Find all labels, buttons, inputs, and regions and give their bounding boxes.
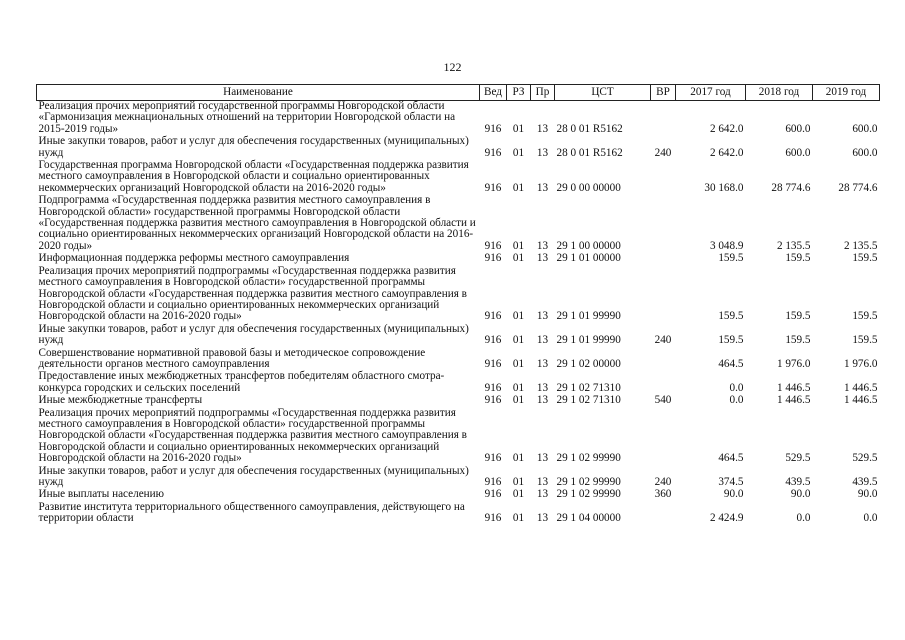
row-vr xyxy=(651,502,676,526)
row-vr xyxy=(651,195,676,253)
row-2017: 464.5 xyxy=(718,452,744,465)
row-name: Иные закупки товаров, работ и услуг для обеспечения государственных (муниципальных) нужд xyxy=(38,135,469,159)
row-2018: 1 976.0 xyxy=(776,357,811,370)
row-ved: 916 xyxy=(484,512,502,525)
table-row xyxy=(37,195,880,253)
row-2019: 90.0 xyxy=(857,488,878,501)
row-name: Государственная программа Новгородской области «Государственная поддержка развития местного самоуправления в Новгородской области и социально ориентированных некоммерческих организаций Новгородской области на 2016-2020 годы» xyxy=(38,159,469,194)
row-name: Иные межбюджетные трансферты xyxy=(38,394,203,407)
row-2018: 159.5 xyxy=(785,310,811,323)
row-rz: 01 xyxy=(512,452,525,465)
row-vr: 240 xyxy=(654,146,672,159)
row-rz: 01 xyxy=(512,310,525,323)
row-name: Информационная поддержка реформы местного самоуправления xyxy=(38,252,350,265)
row-cst: 29 1 02 00000 xyxy=(556,357,621,370)
row-name: Развитие института территориального общественного самоуправления, действующего на территории области xyxy=(38,500,465,525)
row-cst: 29 1 01 99990 xyxy=(556,334,621,347)
row-2018: 439.5 xyxy=(785,476,811,488)
row-cst: 29 1 00 00000 xyxy=(556,239,621,252)
row-cst: 29 1 02 99990 xyxy=(556,452,621,465)
row-ved: 916 xyxy=(484,252,502,265)
row-2019: 600.0 xyxy=(852,122,878,135)
row-2017: 464.5 xyxy=(718,357,744,370)
header-vr: ВР xyxy=(651,85,676,101)
row-2019: 439.5 xyxy=(852,476,878,488)
row-pr: 13 xyxy=(536,334,549,347)
row-rz: 01 xyxy=(512,476,525,488)
row-vr: 240 xyxy=(654,476,672,488)
row-2019: 159.5 xyxy=(852,252,878,265)
row-2018: 28 774.6 xyxy=(771,181,811,194)
row-2019: 1 976.0 xyxy=(843,357,878,370)
row-2018: 2 135.5 xyxy=(776,239,811,252)
row-vr xyxy=(651,408,676,466)
row-cst: 29 1 02 99990 xyxy=(556,488,621,501)
row-name: Иные закупки товаров, работ и услуг для обеспечения государственных (муниципальных) нужд xyxy=(38,464,469,488)
row-name: Иные выплаты населению xyxy=(38,488,164,501)
row-vr xyxy=(651,348,676,372)
row-rz: 01 xyxy=(512,239,525,252)
row-pr: 13 xyxy=(536,452,549,465)
row-name: Предоставление иных межбюджетных трансфертов победителям областного смотра-конкурса городских и сельских поселений xyxy=(38,370,445,394)
row-ved: 916 xyxy=(484,181,502,194)
table-row xyxy=(37,101,880,137)
row-2018: 0.0 xyxy=(796,512,811,525)
row-2017: 159.5 xyxy=(718,334,744,347)
row-rz: 01 xyxy=(512,394,525,407)
row-2018: 159.5 xyxy=(785,334,811,347)
row-rz: 01 xyxy=(512,146,525,159)
table-row xyxy=(37,160,880,195)
header-rz: РЗ xyxy=(507,85,531,101)
table-row xyxy=(37,371,880,395)
row-pr: 13 xyxy=(536,181,549,194)
row-ved: 916 xyxy=(484,239,502,252)
header-2017: 2017 год xyxy=(676,85,746,101)
row-pr: 13 xyxy=(536,394,549,407)
row-ved: 916 xyxy=(484,476,502,488)
row-cst: 28 0 01 R5162 xyxy=(556,122,623,135)
row-2017: 2 642.0 xyxy=(709,122,744,135)
row-cst: 28 0 01 R5162 xyxy=(556,146,623,159)
header-pr: Пр xyxy=(531,85,555,101)
row-pr: 13 xyxy=(536,239,549,252)
row-ved: 916 xyxy=(484,122,502,135)
header-2019: 2019 год xyxy=(813,85,880,101)
row-pr: 13 xyxy=(536,357,549,370)
row-name: Реализация прочих мероприятий подпрограммы «Государственная поддержка развития местного самоуправления в Новгородской области» государственной программы Новгородской области «Государственная поддержка развития местного самоуправления в Новгородской области и социально ориентированных некоммерческих организаций Новгородской области на 2016-2020 годы» xyxy=(38,264,467,323)
row-rz: 01 xyxy=(512,381,525,394)
row-vr: 360 xyxy=(654,488,672,501)
row-name: Иные закупки товаров, работ и услуг для обеспечения государственных (муниципальных) нужд xyxy=(38,322,469,347)
row-name: Совершенствование нормативной правовой базы и методическое сопровождение деятельности органов местного самоуправления xyxy=(38,346,426,370)
row-name: Подпрограмма «Государственная поддержка развития местного самоуправления в Новгородской области» государственной программы Новгородской области «Государственная поддержка развития местного самоуправления в Новгородской области и социально ориентированных некоммерческих организаций Новгородской области на 2016-2020 годы» xyxy=(38,194,476,252)
row-2017: 30 168.0 xyxy=(704,181,744,194)
row-2017: 374.5 xyxy=(718,476,744,488)
table-row xyxy=(37,395,880,407)
row-2019: 600.0 xyxy=(852,146,878,159)
row-2019: 1 446.5 xyxy=(843,381,878,394)
row-rz: 01 xyxy=(512,512,525,525)
row-ved: 916 xyxy=(484,381,502,394)
row-2018: 1 446.5 xyxy=(776,394,811,407)
row-2019: 0.0 xyxy=(863,512,878,525)
row-2017: 0.0 xyxy=(729,394,744,407)
row-rz: 01 xyxy=(512,488,525,501)
row-cst: 29 1 02 99990 xyxy=(556,476,621,488)
table-row xyxy=(37,408,880,466)
row-pr: 13 xyxy=(536,512,549,525)
row-vr xyxy=(651,371,676,395)
table-row xyxy=(37,466,880,490)
row-2017: 2 424.9 xyxy=(709,512,744,525)
row-2018: 159.5 xyxy=(785,252,811,265)
row-vr xyxy=(651,253,676,265)
row-ved: 916 xyxy=(484,394,502,407)
row-rz: 01 xyxy=(512,334,525,347)
row-vr: 240 xyxy=(654,334,672,347)
row-rz: 01 xyxy=(512,252,525,265)
row-cst: 29 0 00 00000 xyxy=(556,181,621,194)
table-row xyxy=(37,348,880,372)
row-2017: 90.0 xyxy=(723,488,744,501)
table-row xyxy=(37,253,880,265)
row-pr: 13 xyxy=(536,146,549,159)
header-name: Наименование xyxy=(37,85,480,101)
row-name: Реализация прочих мероприятий подпрограммы «Государственная поддержка развития местного самоуправления в Новгородской области» государственной программы Новгородской области «Государственная поддержка развития местного самоуправления в Новгородской области и социально ориентированных некоммерческих организаций Новгородской области на 2016-2020 годы» xyxy=(38,406,467,465)
page-number: 122 xyxy=(443,60,462,74)
header-ved: Вед xyxy=(480,85,507,101)
header-row xyxy=(37,85,880,101)
row-2019: 2 135.5 xyxy=(843,239,878,252)
row-2017: 159.5 xyxy=(718,310,744,323)
row-pr: 13 xyxy=(536,476,549,488)
row-cst: 29 1 02 71310 xyxy=(556,381,621,394)
row-2018: 1 446.5 xyxy=(776,381,811,394)
row-ved: 916 xyxy=(484,310,502,323)
row-2019: 159.5 xyxy=(852,310,878,323)
row-2019: 159.5 xyxy=(852,334,878,347)
row-2018: 90.0 xyxy=(790,488,811,501)
table-row xyxy=(37,489,880,501)
row-cst: 29 1 01 00000 xyxy=(556,252,621,265)
row-ved: 916 xyxy=(484,357,502,370)
row-vr: 540 xyxy=(654,394,672,407)
row-rz: 01 xyxy=(512,181,525,194)
header-cst: ЦСТ xyxy=(555,85,651,101)
table-row xyxy=(37,266,880,324)
row-rz: 01 xyxy=(512,122,525,135)
row-2017: 3 048.9 xyxy=(709,239,744,252)
row-2018: 600.0 xyxy=(785,122,811,135)
table-row xyxy=(37,324,880,348)
row-vr xyxy=(651,101,676,137)
row-pr: 13 xyxy=(536,310,549,323)
row-2017: 159.5 xyxy=(718,252,744,265)
row-2019: 1 446.5 xyxy=(843,394,878,407)
row-pr: 13 xyxy=(536,488,549,501)
row-2018: 600.0 xyxy=(785,146,811,159)
row-ved: 916 xyxy=(484,334,502,347)
table-row xyxy=(37,502,880,526)
row-2017: 0.0 xyxy=(729,381,744,394)
row-cst: 29 1 02 71310 xyxy=(556,394,621,407)
row-cst: 29 1 04 00000 xyxy=(556,512,621,525)
row-ved: 916 xyxy=(484,452,502,465)
budget-table xyxy=(36,84,880,526)
row-2018: 529.5 xyxy=(785,452,811,465)
row-pr: 13 xyxy=(536,252,549,265)
row-pr: 13 xyxy=(536,122,549,135)
header-2018: 2018 год xyxy=(746,85,813,101)
row-2017: 2 642.0 xyxy=(709,146,744,159)
table-body xyxy=(37,101,880,526)
row-rz: 01 xyxy=(512,357,525,370)
row-2019: 529.5 xyxy=(852,452,878,465)
row-ved: 916 xyxy=(484,488,502,501)
row-cst: 29 1 01 99990 xyxy=(556,310,621,323)
row-2019: 28 774.6 xyxy=(838,181,878,194)
row-vr xyxy=(651,160,676,195)
row-name: Реализация прочих мероприятий государственной программы Новгородской области «Гармонизация межнациональных отношений на территории Новгородской области на 2015-2019 годы» xyxy=(38,100,456,135)
row-pr: 13 xyxy=(536,381,549,394)
row-vr xyxy=(651,266,676,324)
table-row xyxy=(37,136,880,160)
row-ved: 916 xyxy=(484,146,502,159)
